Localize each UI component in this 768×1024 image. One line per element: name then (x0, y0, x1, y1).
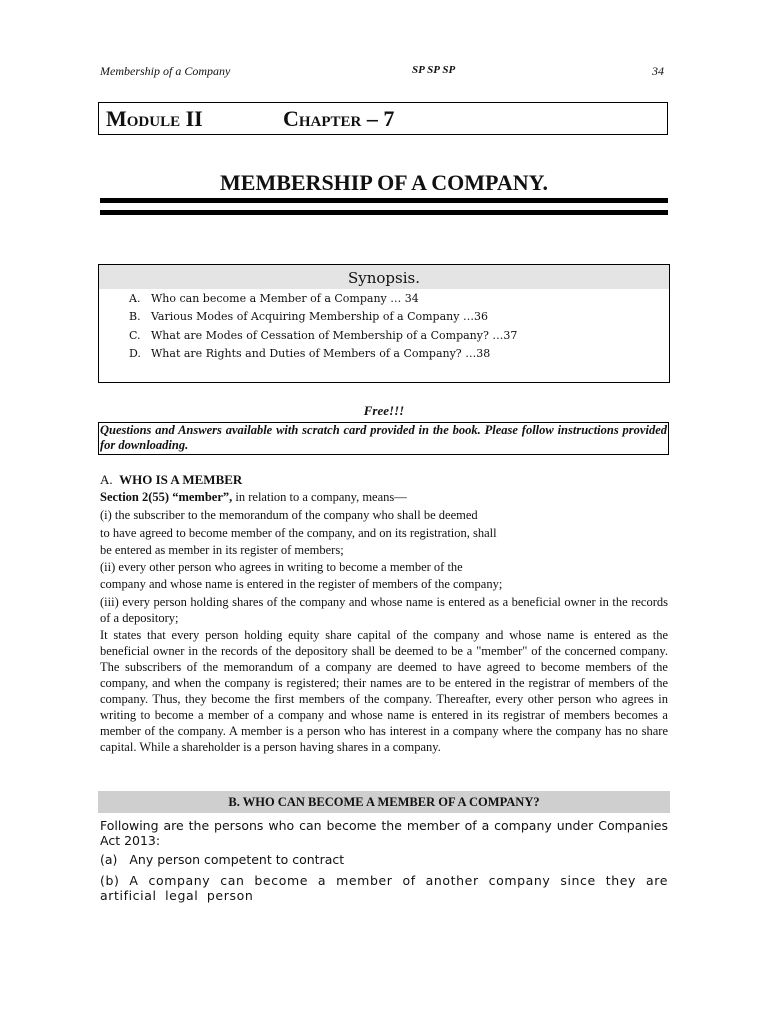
synopsis-heading: Synopsis. (99, 265, 669, 289)
section-intro: in relation to a company, means— (232, 490, 407, 504)
section-a-title: WHO IS A MEMBER (119, 472, 243, 487)
page-number: 34 (652, 64, 664, 78)
synopsis-item-text: What are Modes of Cessation of Membership of a Company? …37 (151, 329, 518, 342)
publisher-logo: SP SP SP (412, 64, 456, 76)
item-a-label: (a) (100, 852, 118, 867)
synopsis-item-text: What are Rights and Duties of Members of a Company? …38 (151, 347, 491, 360)
synopsis-item (129, 310, 488, 323)
synopsis-item (129, 347, 490, 360)
synopsis-item-text: Various Modes of Acquiring Membership of a Company …36 (151, 310, 488, 323)
definition-line: (i) the subscriber to the memorandum of the company who shall be deemed (100, 508, 478, 522)
module-label: Module II (106, 106, 203, 131)
synopsis-item (129, 329, 517, 342)
section-b-item-b: (b) A company can become a member of another company since they are artificial legal person (100, 873, 668, 903)
synopsis-item-letter: A. (129, 292, 141, 305)
section-definition-line (100, 489, 668, 505)
definition-item-iii: (iii) every person holding shares of the company and whose name is entered as a beneficial owner in the records of a depository; (100, 595, 668, 625)
item-a-text: Any person competent to contract (129, 852, 345, 867)
section-a-letter: A. (100, 472, 113, 487)
synopsis-item-letter: C. (129, 329, 141, 342)
section-b-intro: Following are the persons who can become the member of a company under Companies Act 2013: (100, 818, 668, 848)
definition-line: be entered as member in its register of members; (100, 543, 344, 557)
free-label: Free!!! (363, 403, 405, 418)
synopsis-item (129, 292, 419, 305)
chapter-label: Chapter – 7 (283, 106, 395, 131)
synopsis-item-letter: B. (129, 310, 141, 323)
title-rule-top (100, 198, 668, 203)
synopsis-box (98, 264, 670, 383)
section-reference: Section 2(55) “member”, (100, 490, 233, 504)
definition-line: company and whose name is entered in the register of members of the company; (100, 577, 503, 591)
running-header-title: Membership of a Company (100, 64, 231, 78)
chapter-title: MEMBERSHIP OF A COMPANY. (220, 170, 548, 195)
synopsis-item-letter: D. (129, 347, 141, 360)
section-b-item-a (100, 852, 668, 867)
section-a-heading (100, 472, 242, 488)
module-chapter-box (98, 102, 668, 135)
qa-notice-box: Questions and Answers available with scratch card provided in the book. Please follow instructions provided for downloading. (98, 422, 669, 455)
section-a-paragraph: It states that every person holding equity share capital of the company and whose name is entered as the beneficial owner in the records of the depository shall be deemed to be a "member" of the concerned company. The subscribers of the memorandum of a company are deemed to have agreed to become members of the company, and when the company is registered; their names are to be entered in the registrar of members of the company. Thus, they become the first members of the company. Thereafter, every other person who agrees in writing to become a member of a company and whose name is entered in its registrar of members becomes a member of the company. A member is a person who has interest in a company where the company has no share capital. While a shareholder is a person having shares in a company. (100, 628, 668, 754)
title-rule-bottom (100, 210, 668, 215)
synopsis-item-text: Who can become a Member of a Company … 34 (151, 292, 419, 305)
definition-line: to have agreed to become member of the company, and on its registration, shall (100, 526, 497, 540)
definition-line: (ii) every other person who agrees in writing to become a member of the (100, 560, 463, 574)
section-b-heading: B. WHO CAN BECOME A MEMBER OF A COMPANY? (98, 791, 670, 813)
